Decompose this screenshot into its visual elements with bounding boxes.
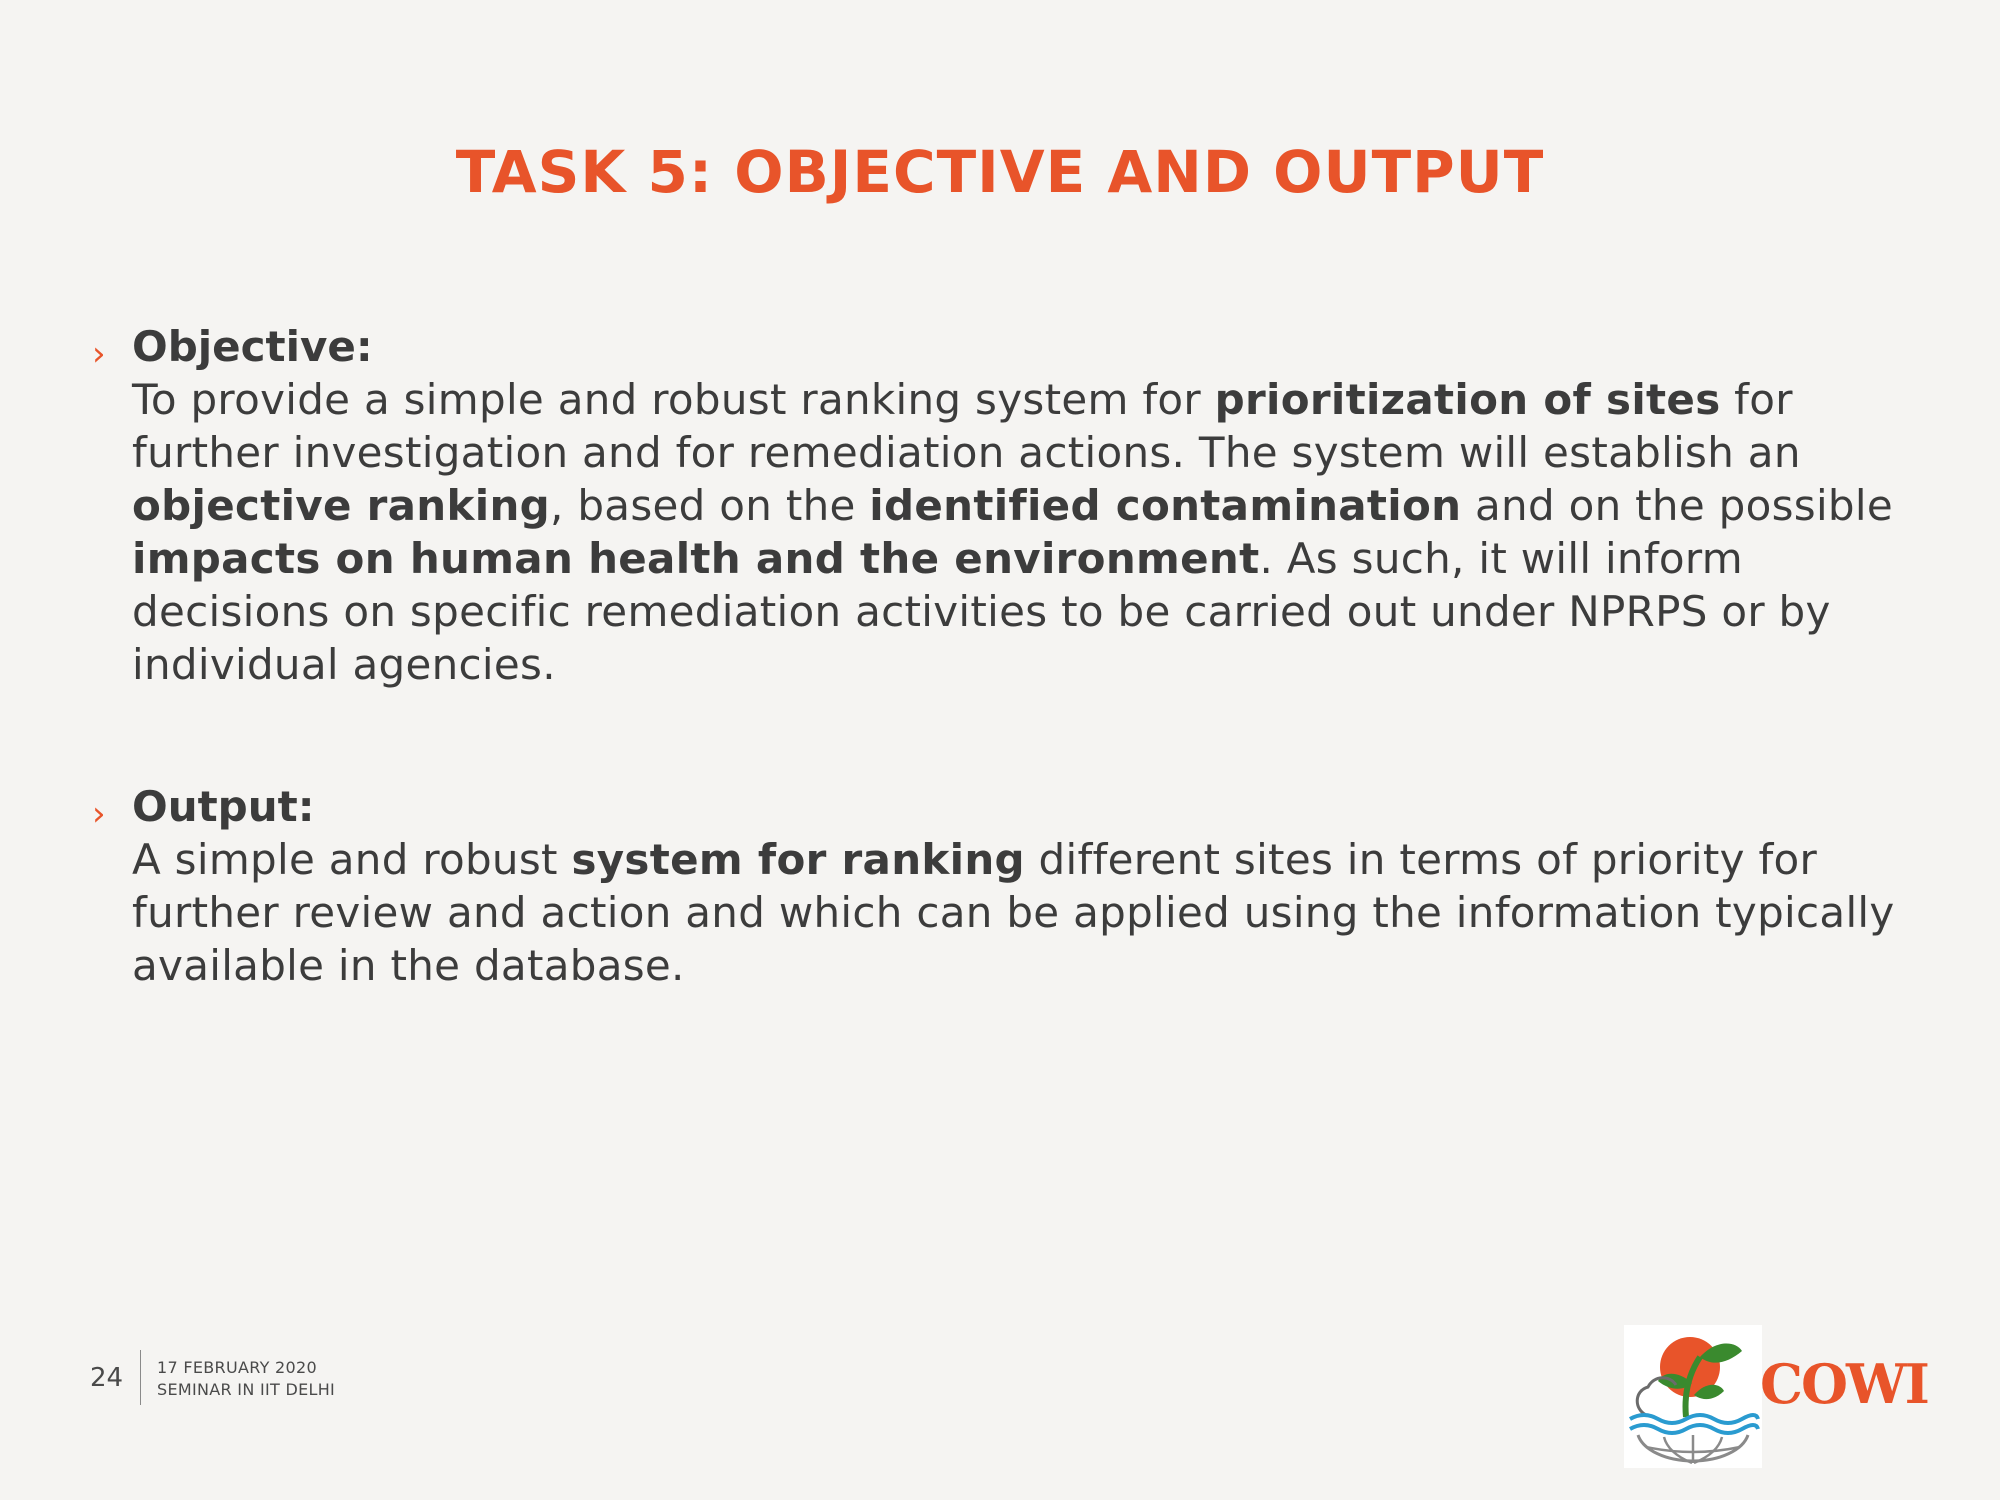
output-section bbox=[92, 780, 1922, 992]
chevron-right-icon: › bbox=[92, 334, 106, 374]
output-heading: Output: bbox=[132, 782, 315, 831]
footer-date: 17 FEBRUARY 2020 bbox=[157, 1358, 317, 1377]
body-text: To provide a simple and robust ranking system for bbox=[132, 375, 1215, 424]
globe-sun-plant-icon bbox=[1624, 1325, 1762, 1468]
footer-meta bbox=[157, 1357, 335, 1401]
cowi-logo: COWI bbox=[1760, 1352, 1928, 1416]
objective-section bbox=[92, 320, 1922, 691]
emphasis-text: objective ranking bbox=[132, 481, 551, 530]
objective-heading: Objective: bbox=[132, 322, 373, 371]
objective-body bbox=[132, 373, 1922, 691]
slide-title: TASK 5: OBJECTIVE AND OUTPUT bbox=[455, 138, 1545, 206]
body-text: , based on the bbox=[550, 481, 870, 530]
body-text: different sites in terms of priority for further review and action and which can be applied using the information typically available in the database. bbox=[132, 835, 1895, 990]
emphasis-text: identified contamination bbox=[869, 481, 1462, 530]
body-text: for further investigation and for remediation actions. The system will establish an bbox=[132, 375, 1801, 477]
emphasis-text: prioritization of sites bbox=[1214, 375, 1721, 424]
chevron-right-icon: › bbox=[92, 794, 106, 834]
footer-divider bbox=[140, 1350, 141, 1405]
emphasis-text: system for ranking bbox=[571, 835, 1025, 884]
output-body bbox=[132, 833, 1922, 992]
emphasis-text: impacts on human health and the environment bbox=[132, 534, 1260, 583]
body-text: . As such, it will inform decisions on specific remediation activities to be carried out under NPRPS or by individual agencies. bbox=[132, 534, 1831, 689]
body-text: and on the possible bbox=[1461, 481, 1893, 530]
body-text: A simple and robust bbox=[132, 835, 572, 884]
footer-event: SEMINAR IN IIT DELHI bbox=[157, 1380, 336, 1399]
partner-logo-emblem bbox=[1624, 1325, 1762, 1468]
page-number: 24 bbox=[90, 1363, 124, 1393]
